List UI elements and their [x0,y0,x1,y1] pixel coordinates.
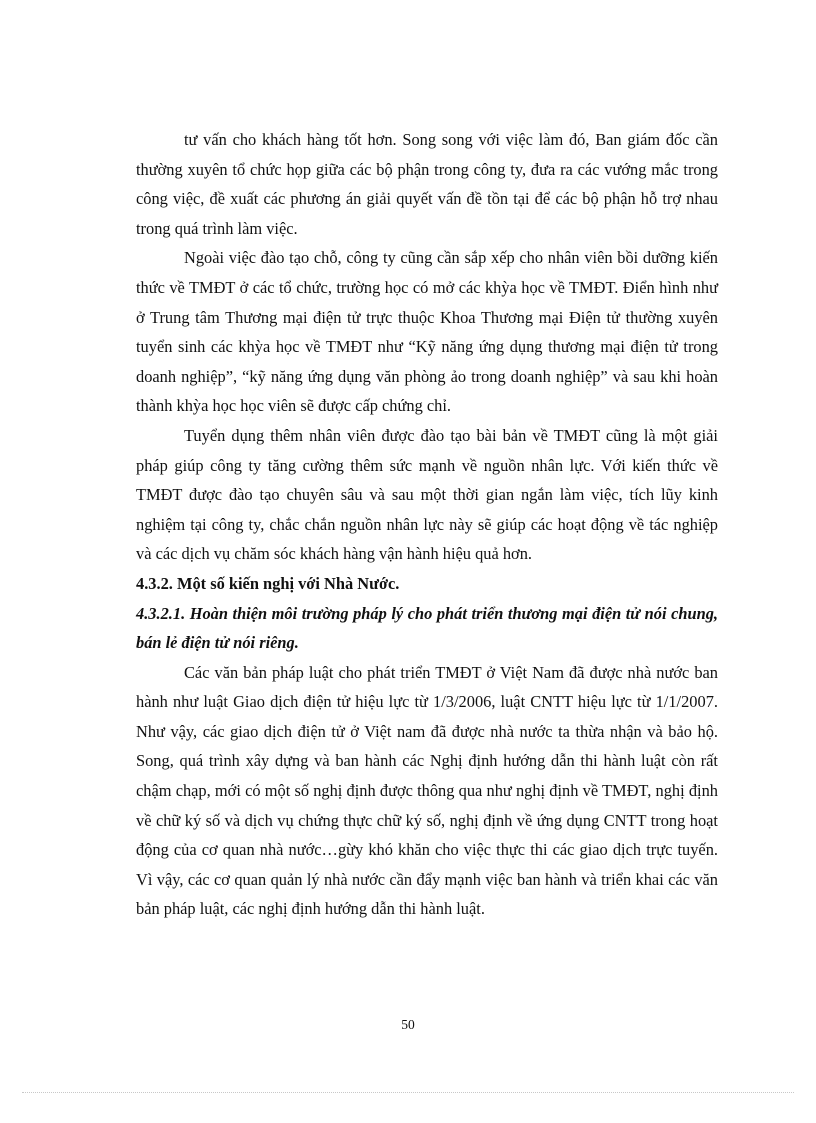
section-heading: 4.3.2. Một số kiến nghị với Nhà Nước. [136,573,400,593]
page-number: 50 [401,1017,415,1032]
page-body [136,125,718,924]
paragraph-staff-consulting: tư vấn cho khách hàng tốt hơn. Song song với việc làm đó, Ban giám đốc cần thường xuyên tổ chức họp giữa các bộ phận trong công ty, đưa ra các vướng mắc trong công việc, đề xuất các phương án giải quyết vấn đề tồn tại để các bộ phận hỗ trợ nhau trong quá trình làm việc. [136,130,718,238]
paragraph-external-training: Ngoài việc đào tạo chỗ, công ty cũng cần sắp xếp cho nhân viên bồi dưỡng kiến thức về TMĐT ở các tổ chức, trường học có mở các khỳa học về TMĐT. Điển hình như ở Trung tâm Thương mại điện tử trực thuộc Khoa Thương mại Điện tử thường xuyên tuyển sinh các khỳa học về TMĐT như “Kỹ năng ứng dụng thương mại điện tử trong doanh nghiệp”, “kỹ năng ứng dụng văn phòng ảo trong doanh nghiệp” và sau khi hoàn thành khỳa học học viên sẽ được cấp chứng chỉ. [136,248,718,416]
footer-divider [22,1092,794,1093]
paragraph-legal-framework: Các văn bản pháp luật cho phát triển TMĐT ở Việt Nam đã được nhà nước ban hành như luật Giao dịch điện tử hiệu lực từ 1/3/2006, luật CNTT hiệu lực từ 1/1/2007. Như vậy, các giao dịch điện tử ở Việt nam đã được nhà nước ta thừa nhận và bảo hộ. Song, quá trình xây dựng và ban hành các Nghị định hướng dẫn thi hành luật còn rất chậm chạp, mới có một số nghị định được thông qua như nghị định về TMĐT, nghị định về chữ ký số và dịch vụ chứng thực chữ ký số, nghị định về ứng dụng CNTT trong hoạt động của cơ quan nhà nước…gừy khó khăn cho việc thực thi các giao dịch trực tuyến. Vì vậy, các cơ quan quản lý nhà nước cần đẩy mạnh việc ban hành và triển khai các văn bản pháp luật, các nghị định hướng dẫn thi hành luật. [136,662,718,919]
subsection-heading: 4.3.2.1. Hoàn thiện môi trường pháp lý cho phát triển thương mại điện tử nói chung, bán lẻ điện tử nói riêng. [136,603,718,653]
paragraph-recruitment: Tuyển dụng thêm nhân viên được đào tạo bài bản về TMĐT cũng là một giải pháp giúp công ty tăng cường thêm sức mạnh về nguồn nhân lực. Với kiến thức về TMĐT được đào tạo chuyên sâu và sau một thời gian ngắn làm việc, tích lũy kinh nghiệm tại công ty, chắc chắn nguồn nhân lực này sẽ giúp các hoạt động về tác nghiệp và các dịch vụ chăm sóc khách hàng vận hành hiệu quả hơn. [136,425,718,564]
